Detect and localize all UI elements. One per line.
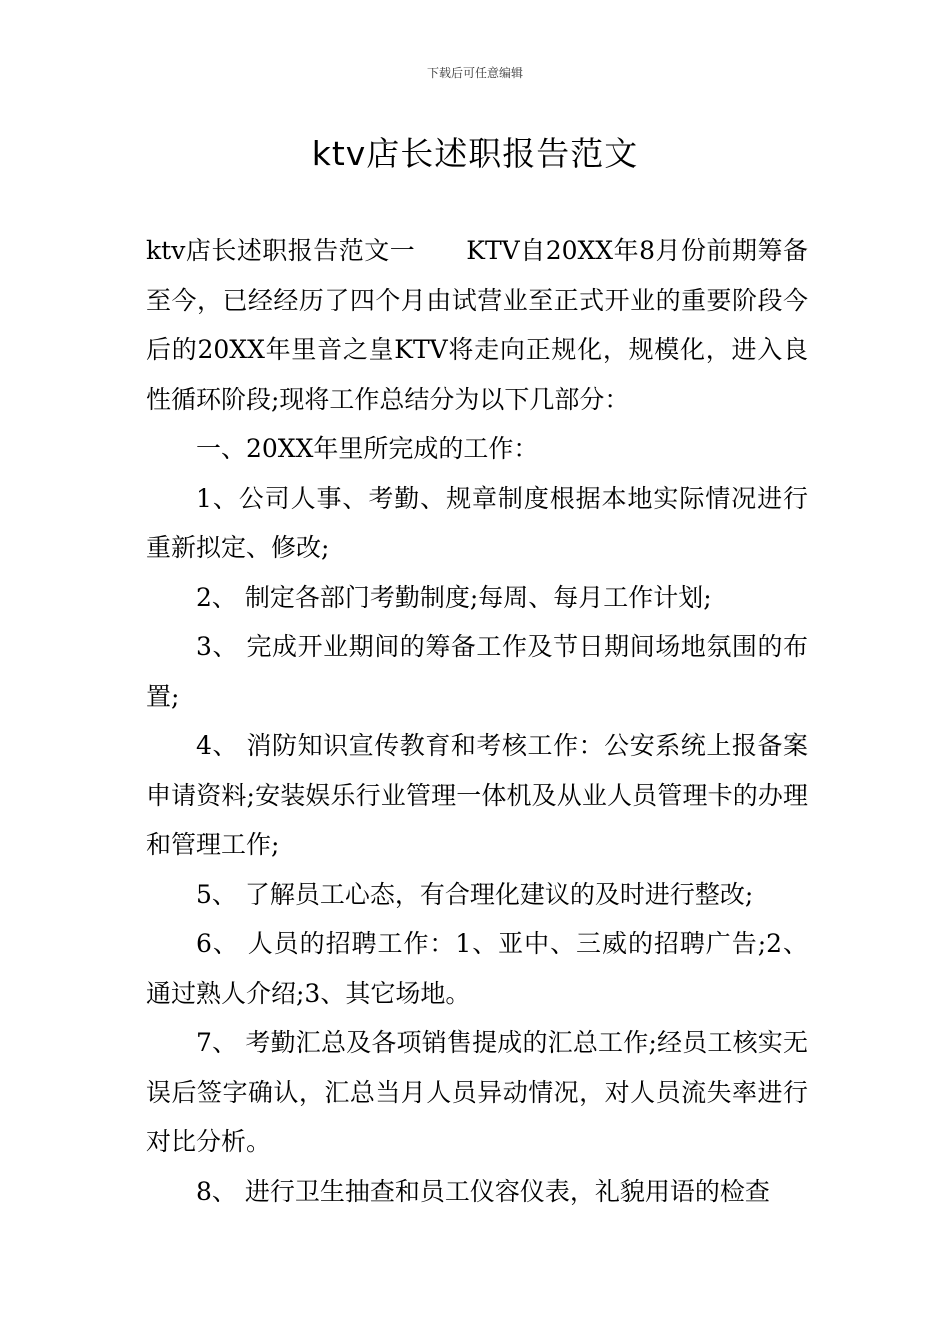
list-item-4: 4、 消防知识宣传教育和考核工作：公安系统上报备案申请资料;安装娱乐行业管理一体机及从业人员管理卡的办理和管理工作; [146,731,808,859]
list-item-2: 2、 制定各部门考勤制度;每周、每月工作计划; [196,582,712,612]
section-heading: 一、20XX年里所完成的工作： [196,434,539,463]
list-item-5: 5、 了解员工心态，有合理化建议的及时进行整改; [196,879,754,909]
list-item-1: 1、公司人事、考勤、规章制度根据本地实际情况进行重新拟定、修改; [146,483,808,562]
list-item-3: 3、 完成开业期间的筹备工作及节日期间场地氛围的布置; [146,632,808,711]
intro-paragraph: ktv店长述职报告范文一 KTV自20XX年8月份前期筹备至今，已经经历了四个月由试营业至正式开业的重要阶段今后的20XX年里音之皇KTV将走向正规化，规模化，进入良性循环阶段;现将工作总结分为以下几部分： [146,236,808,414]
document-body [146,226,808,1216]
list-item-6: 6、 人员的招聘工作：1、亚中、三威的招聘广告;2、通过熟人介绍;3、其它场地。 [146,929,808,1008]
list-item-7: 7、 考勤汇总及各项销售提成的汇总工作;经员工核实无误后签字确认，汇总当月人员异动情况，对人员流失率进行对比分析。 [146,1028,808,1156]
header-note: 下载后可任意编辑 [426,66,523,80]
document-title: ktv店长述职报告范文 [311,134,639,173]
list-item-8: 8、 进行卫生抽查和员工仪容仪表，礼貌用语的检查 [196,1176,770,1206]
